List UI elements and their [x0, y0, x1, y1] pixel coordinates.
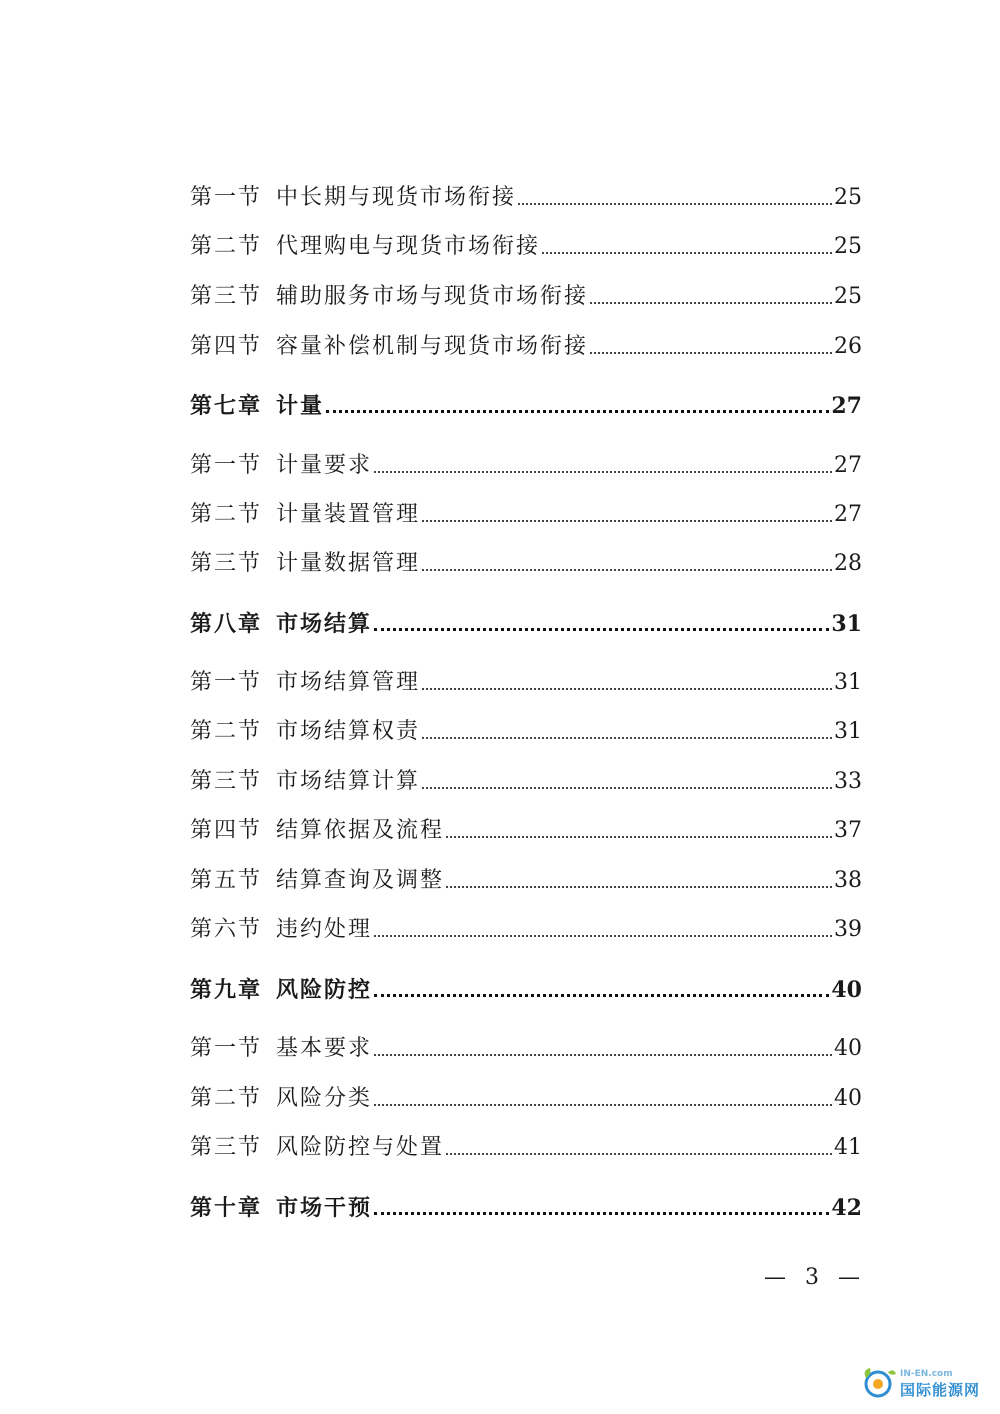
- toc-entry-text: 代理购电与现货市场衔接: [276, 234, 541, 259]
- toc-entry-title: [190, 611, 372, 637]
- toc-entry-label: 第一节: [190, 185, 263, 210]
- dot-leader: [422, 520, 832, 522]
- toc-page-number: 42: [831, 1195, 862, 1221]
- dot-leader: [446, 886, 832, 888]
- toc-entry-label: 第二节: [190, 719, 263, 744]
- dot-leader: [446, 836, 832, 838]
- toc-entry-title: [190, 868, 444, 894]
- toc-entry-title: [190, 977, 372, 1003]
- toc-entry-text: 结算依据及流程: [276, 818, 445, 843]
- toc-entry-label: 第三节: [190, 1135, 263, 1160]
- toc-entry-title: [190, 284, 588, 310]
- toc-section-row[interactable]: [190, 183, 862, 211]
- toc-section-row[interactable]: [190, 1034, 862, 1062]
- toc-page-number: 25: [834, 185, 862, 210]
- toc-entry-label: 第一节: [190, 1036, 263, 1061]
- toc-entry-text: 违约处理: [276, 917, 373, 942]
- toc-chapter-row[interactable]: [190, 391, 862, 419]
- toc-section-row[interactable]: [190, 500, 862, 528]
- toc-page-number: 41: [834, 1135, 862, 1160]
- toc-entry-title: [190, 185, 516, 211]
- toc-chapter-row[interactable]: [190, 609, 862, 637]
- toc-section-row[interactable]: [190, 1133, 862, 1161]
- toc-entry-title: [190, 1135, 444, 1161]
- toc-entry-text: 市场结算: [276, 611, 373, 637]
- toc-entry-title: [190, 453, 372, 479]
- toc-entry-text: 风险分类: [276, 1086, 373, 1111]
- toc-entry-label: 第六节: [190, 917, 263, 942]
- toc-entry-text: 风险防控与处置: [276, 1135, 445, 1160]
- toc-entry-label: 第三节: [190, 551, 263, 576]
- toc-section-row[interactable]: [190, 866, 862, 894]
- toc-chapter-row[interactable]: [190, 975, 862, 1003]
- toc-page-number: 31: [834, 670, 862, 695]
- toc-entry-title: [190, 1036, 372, 1062]
- toc-entry-text: 辅助服务市场与现货市场衔接: [276, 284, 589, 309]
- dot-leader: [374, 1212, 829, 1215]
- toc-section-row[interactable]: [190, 816, 862, 844]
- toc-entry-title: [190, 917, 372, 943]
- toc-entry-label: 第九章: [190, 977, 263, 1003]
- toc-section-row[interactable]: [190, 282, 862, 310]
- toc-page-number: 40: [834, 1086, 862, 1111]
- toc-section-row[interactable]: [190, 549, 862, 577]
- table-of-contents: [190, 0, 862, 1414]
- dot-leader: [374, 628, 829, 631]
- dot-leader: [422, 688, 832, 690]
- toc-entry-text: 计量要求: [276, 453, 373, 478]
- toc-page-number: 27: [834, 453, 862, 478]
- toc-page-number: 28: [834, 551, 862, 576]
- toc-entry-text: 市场结算计算: [276, 769, 421, 794]
- toc-entry-label: 第八章: [190, 611, 263, 637]
- toc-entry-label: 第二节: [190, 234, 263, 259]
- toc-page-number: 39: [834, 917, 862, 942]
- dot-leader: [422, 569, 832, 571]
- dot-leader: [446, 1153, 832, 1155]
- toc-entry-label: 第二节: [190, 1086, 263, 1111]
- toc-page-number: 31: [834, 719, 862, 744]
- toc-entry-title: [190, 334, 588, 360]
- dot-leader: [422, 737, 832, 739]
- toc-entry-title: [190, 670, 420, 696]
- toc-page-number: 38: [834, 868, 862, 893]
- dot-leader: [374, 935, 832, 937]
- toc-section-row[interactable]: [190, 1084, 862, 1112]
- dot-leader: [590, 302, 832, 304]
- toc-entry-title: [190, 818, 444, 844]
- toc-chapter-row[interactable]: [190, 1193, 862, 1221]
- in-en-logo-icon: [858, 1364, 898, 1404]
- toc-entry-text: 计量装置管理: [276, 502, 421, 527]
- toc-entry-title: [190, 1086, 372, 1112]
- toc-page-number: 25: [834, 234, 862, 259]
- toc-entry-label: 第五节: [190, 868, 263, 893]
- dot-leader: [422, 787, 832, 789]
- dot-leader: [374, 1054, 832, 1056]
- toc-entry-label: 第四节: [190, 334, 263, 359]
- toc-section-row[interactable]: [190, 767, 862, 795]
- toc-entry-text: 计量: [276, 393, 325, 419]
- toc-section-row[interactable]: [190, 717, 862, 745]
- toc-entry-label: 第十章: [190, 1195, 263, 1221]
- toc-entry-text: 结算查询及调整: [276, 868, 445, 893]
- toc-entry-label: 第一节: [190, 453, 263, 478]
- toc-entry-text: 计量数据管理: [276, 551, 421, 576]
- toc-page-number: 33: [834, 769, 862, 794]
- dot-leader: [518, 203, 832, 205]
- toc-entry-text: 基本要求: [276, 1036, 373, 1061]
- toc-entry-title: [190, 719, 420, 745]
- toc-entry-label: 第二节: [190, 502, 263, 527]
- dot-leader: [542, 252, 832, 254]
- toc-entry-title: [190, 769, 420, 795]
- toc-entry-text: 市场结算管理: [276, 670, 421, 695]
- toc-entry-text: 中长期与现货市场衔接: [276, 185, 517, 210]
- toc-section-row[interactable]: [190, 668, 862, 696]
- dot-leader: [590, 352, 832, 354]
- dot-leader: [326, 410, 829, 413]
- toc-entry-label: 第四节: [190, 818, 263, 843]
- toc-entry-text: 市场干预: [276, 1195, 373, 1221]
- toc-entry-title: [190, 234, 540, 260]
- toc-section-row[interactable]: [190, 232, 862, 260]
- toc-entry-label: 第三节: [190, 769, 263, 794]
- toc-section-row[interactable]: [190, 915, 862, 943]
- toc-entry-label: 第七章: [190, 393, 263, 419]
- toc-page-number: 40: [834, 1036, 862, 1061]
- toc-page-number: 27: [831, 393, 862, 419]
- toc-entry-text: 风险防控: [276, 977, 373, 1003]
- toc-entry-title: [190, 502, 420, 528]
- toc-entry-label: 第三节: [190, 284, 263, 309]
- dot-leader: [374, 1104, 832, 1106]
- watermark-domain: IN-EN.com: [900, 1368, 953, 1379]
- toc-entry-title: [190, 1195, 372, 1221]
- toc-page-number: 37: [834, 818, 862, 843]
- toc-section-row[interactable]: [190, 451, 862, 479]
- watermark-name: 国际能源网: [900, 1380, 981, 1399]
- toc-entry-text: 市场结算权责: [276, 719, 421, 744]
- toc-page-number: 40: [831, 977, 862, 1003]
- toc-entry-title: [190, 551, 420, 577]
- toc-page-number: 25: [834, 284, 862, 309]
- toc-page-number: 26: [834, 334, 862, 359]
- toc-entry-title: [190, 393, 324, 419]
- dot-leader: [374, 994, 829, 997]
- watermark: [858, 1360, 998, 1408]
- page-number: — 3 —: [764, 1265, 866, 1290]
- toc-entry-text: 容量补偿机制与现货市场衔接: [276, 334, 589, 359]
- toc-section-row[interactable]: [190, 332, 862, 360]
- toc-page-number: 31: [831, 611, 862, 637]
- dot-leader: [374, 471, 832, 473]
- toc-page-number: 27: [834, 502, 862, 527]
- toc-entry-label: 第一节: [190, 670, 263, 695]
